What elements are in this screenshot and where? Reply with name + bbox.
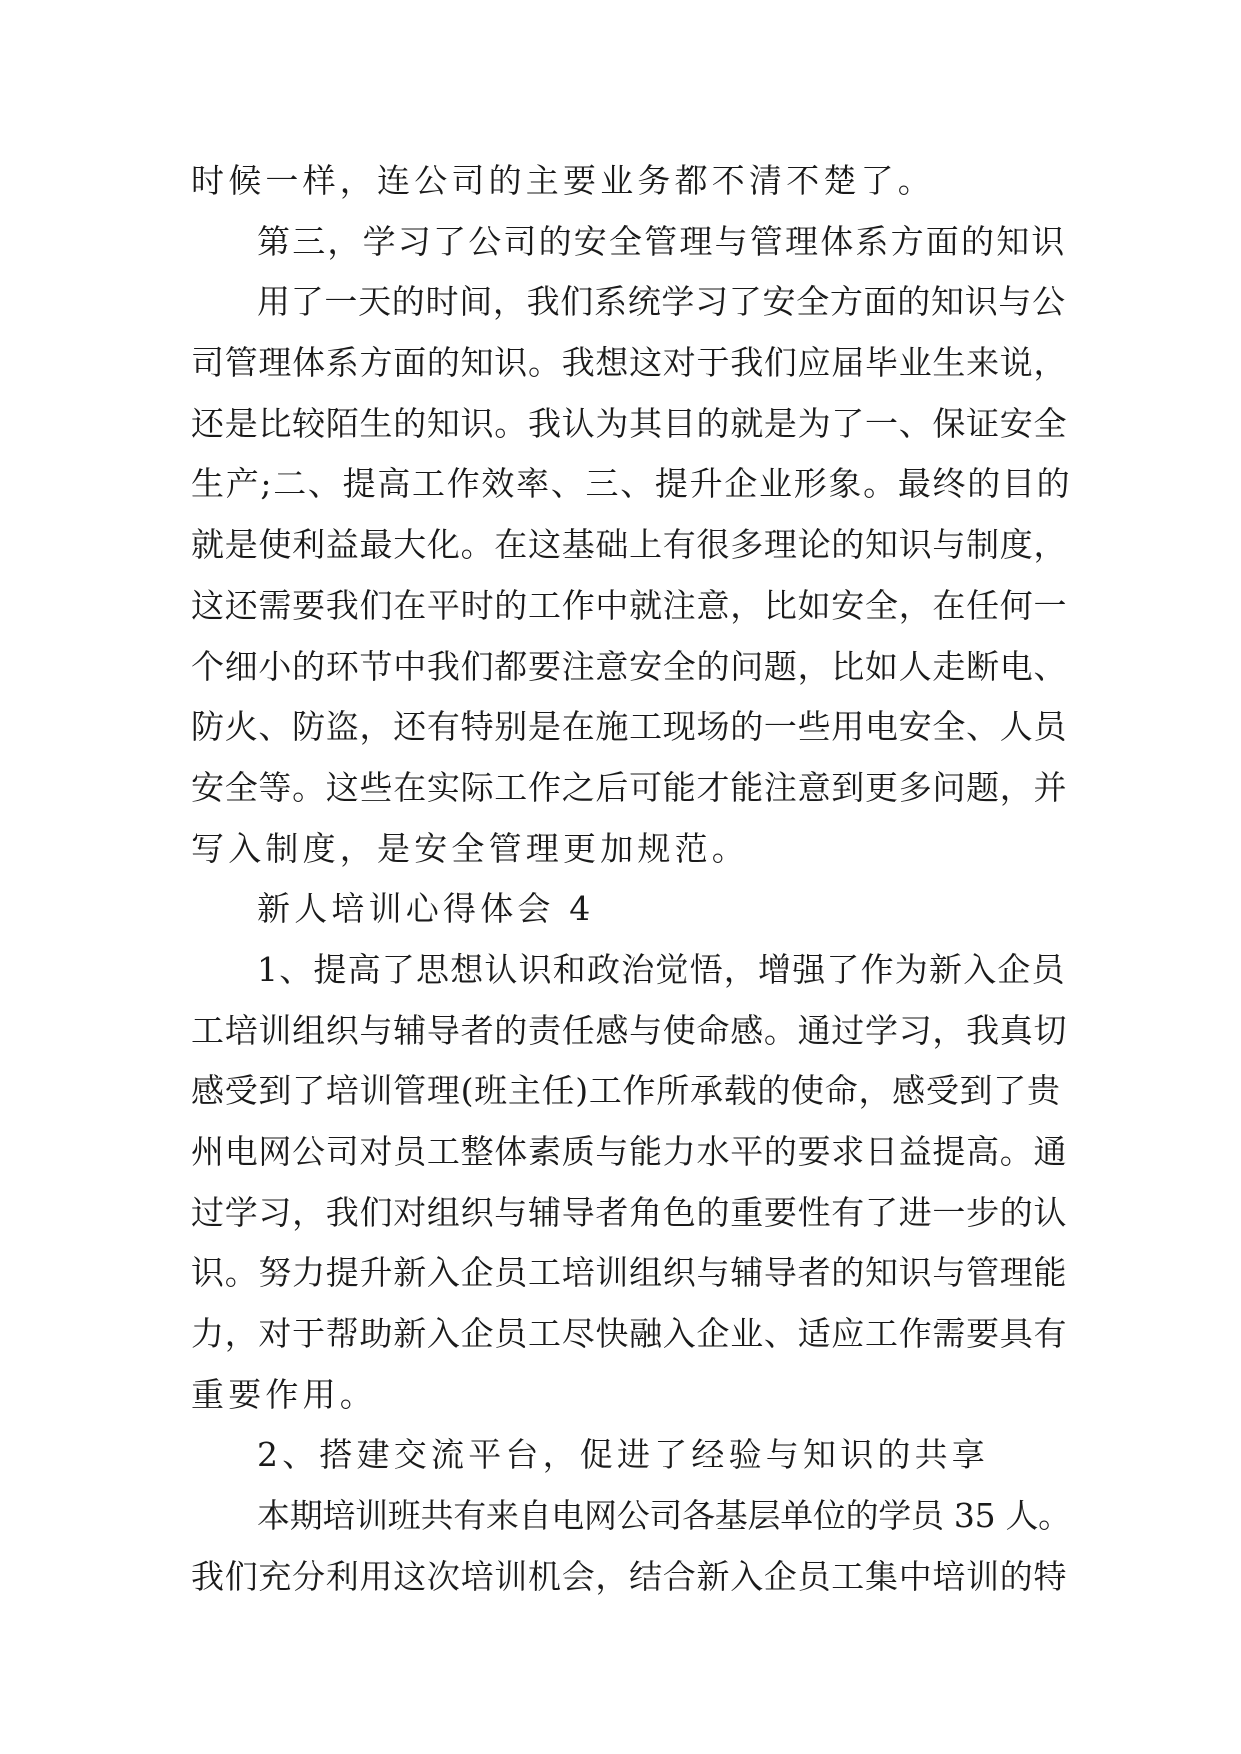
- paragraph-line: 这还需要我们在平时的工作中就注意，比如安全，在任何一: [191, 585, 1068, 625]
- paragraph-line: 本期培训班共有来自电网公司各基层单位的学员 35 人。: [257, 1496, 1071, 1536]
- paragraph-line: 州电网公司对员工整体素质与能力水平的要求日益提高。通: [191, 1132, 1068, 1171]
- paragraph-line: 个细小的环节中我们都要注意安全的问题，比如人走断电、: [191, 646, 1068, 686]
- paragraph-line: 1、提高了思想认识和政治觉悟，增强了作为新入企员: [257, 949, 1066, 989]
- document-body: [191, 151, 1071, 1608]
- paragraph-line: 识。努力提升新入企员工培训组织与辅导者的知识与管理能: [191, 1253, 1068, 1293]
- paragraph-line: 防火、防盗，还有特别是在施工现场的一些用电安全、人员: [191, 707, 1068, 747]
- paragraph-line: 就是使利益最大化。在这基础上有很多理论的知识与制度，: [191, 525, 1068, 565]
- paragraph-line: 生产;二、提高工作效率、三、提升企业形象。最终的目的: [191, 464, 1072, 504]
- paragraph-line: 感受到了培训管理(班主任)工作所承载的使命，感受到了贵: [191, 1071, 1061, 1111]
- paragraph-line: 司管理体系方面的知识。我想这对于我们应届毕业生来说，: [191, 343, 1068, 383]
- paragraph-line: 工培训组织与辅导者的责任感与使命感。通过学习，我真切: [191, 1010, 1068, 1050]
- paragraph-line: 时候一样，连公司的主要业务都不清不楚了。: [191, 161, 935, 200]
- paragraph-line: 还是比较陌生的知识。我认为其目的就是为了一、保证安全: [191, 403, 1068, 443]
- paragraph-line: 安全等。这些在实际工作之后可能才能注意到更多问题，并: [191, 767, 1068, 807]
- paragraph-line: 用了一天的时间，我们系统学习了安全方面的知识与公: [257, 282, 1066, 322]
- paragraph-line: 力，对于帮助新入企员工尽快融入企业、适应工作需要具有: [191, 1314, 1068, 1354]
- section-heading: 2、搭建交流平台，促进了经验与知识的共享: [257, 1435, 989, 1475]
- paragraph-line: 写入制度，是安全管理更加规范。: [191, 828, 749, 868]
- paragraph-line: 过学习，我们对组织与辅导者角色的重要性有了进一步的认: [191, 1192, 1068, 1232]
- section-heading: 第三，学习了公司的安全管理与管理体系方面的知识: [257, 221, 1067, 261]
- paragraph-line: 重要作用。: [191, 1374, 377, 1414]
- paragraph-line: 我们充分利用这次培训机会，结合新入企员工集中培训的特: [191, 1556, 1068, 1596]
- section-title: 新人培训心得体会 4: [257, 889, 595, 929]
